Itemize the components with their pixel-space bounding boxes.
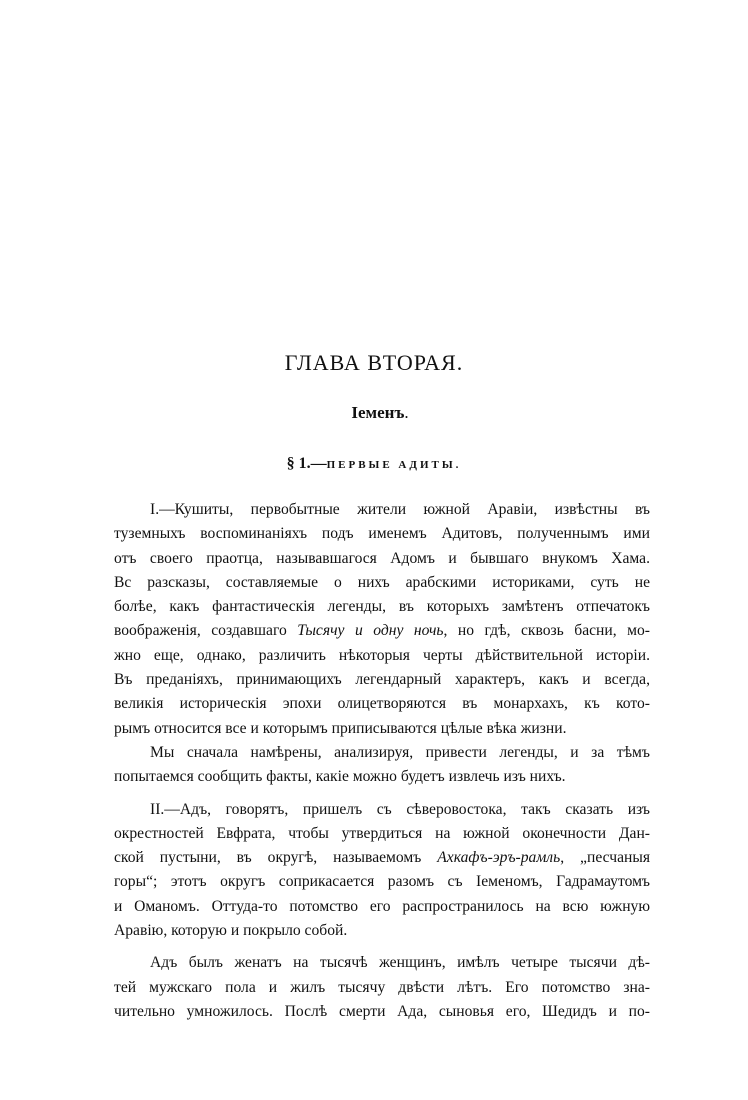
text-line: и Оманомъ. Оттуда-то потомство его распространилось на всю южную: [114, 897, 650, 915]
subsection-heading: [0, 455, 748, 473]
text-line: великія историческія эпохи олицетворяются въ монархахъ, къ кото-: [114, 695, 650, 713]
text-line: жно еще, однако, различить нѣкоторыя черты дѣйствительной исторіи.: [114, 646, 650, 664]
text-line: I.—Кушиты, первобытные жители южной Аравіи, извѣстны въ: [150, 501, 650, 518]
text-line: рымъ относится все и которымъ приписываются цѣлые вѣка жизни.: [114, 719, 567, 737]
text-line: II.—Адъ, говорятъ, пришелъ съ сѣверовостока, такъ сказать изъ: [150, 800, 650, 818]
text-line: тей мужскаго пола и жилъ тысячу двѣсти лѣтъ. Его потомство зна-: [114, 978, 650, 996]
section-title-period: .: [404, 403, 409, 422]
paragraph-gap: [114, 943, 650, 951]
italic-title: Тысячу и одну ночь: [297, 622, 444, 640]
text-line: Аравію, которую и покрыло собой.: [114, 922, 348, 940]
subsection-number: § 1.—: [286, 455, 327, 472]
section-title: [0, 403, 748, 423]
italic-title: Ахкафъ-эръ-рамль: [437, 849, 561, 867]
text-line: попытаемся сообщить факты, какіе можно будетъ извлечь изъ нихъ.: [114, 768, 566, 786]
text-line: туземныхъ воспоминаніяхъ подъ именемъ Адитовъ, полученнымъ ими: [114, 525, 650, 543]
paragraph-1: [114, 498, 650, 741]
text-line: Вс разсказы, составляемые о нихъ арабскими историками, суть не: [114, 573, 650, 591]
paragraph-4: [114, 951, 650, 1024]
paragraph-gap: [114, 790, 650, 798]
body-text: [114, 498, 650, 1024]
chapter-title: ГЛАВА ВТОРАЯ.: [284, 350, 464, 375]
text-line: отъ своего праотца, называвшагося Адомъ и бывшаго внукомъ Хама.: [114, 549, 650, 567]
text-line: болѣе, какъ фантастическія легенды, въ которыхъ замѣтенъ отпечатокъ: [114, 598, 650, 616]
text-line: Мы сначала намѣрены, анализируя, привести легенды, и за тѣмъ: [150, 743, 650, 761]
text-line: воображенія, создавшаго Тысячу и одну ночь, но гдѣ, сквозь басни, мо-: [114, 622, 650, 640]
text-line: ской пустыни, въ округѣ, называемомъ Ахкафъ-эръ-рамль, „песчаныя: [114, 849, 650, 867]
text-line: окрестностей Евфрата, чтобы утвердиться на южной оконечности Дан-: [114, 824, 650, 842]
text-line: Въ преданіяхъ, принимающихъ легендарный характеръ, какъ и всегда,: [114, 671, 650, 689]
section-title-text: Іеменъ: [351, 403, 405, 422]
text-line: горы“; этотъ округъ соприкасается разомъ съ Іеменомъ, Гадрамаутомъ: [114, 873, 650, 891]
paragraph-3: [114, 798, 650, 944]
text-line: чительно умножилось. Послѣ смерти Ада, сыновья его, Шедидъ и по-: [114, 1002, 650, 1020]
subsection-title: ПЕРВЫЕ АДИТЫ.: [326, 459, 462, 471]
text-line: Адъ былъ женатъ на тысячѣ женщинъ, имѣлъ четыре тысячи дѣ-: [150, 954, 650, 972]
paragraph-2: [114, 741, 650, 790]
